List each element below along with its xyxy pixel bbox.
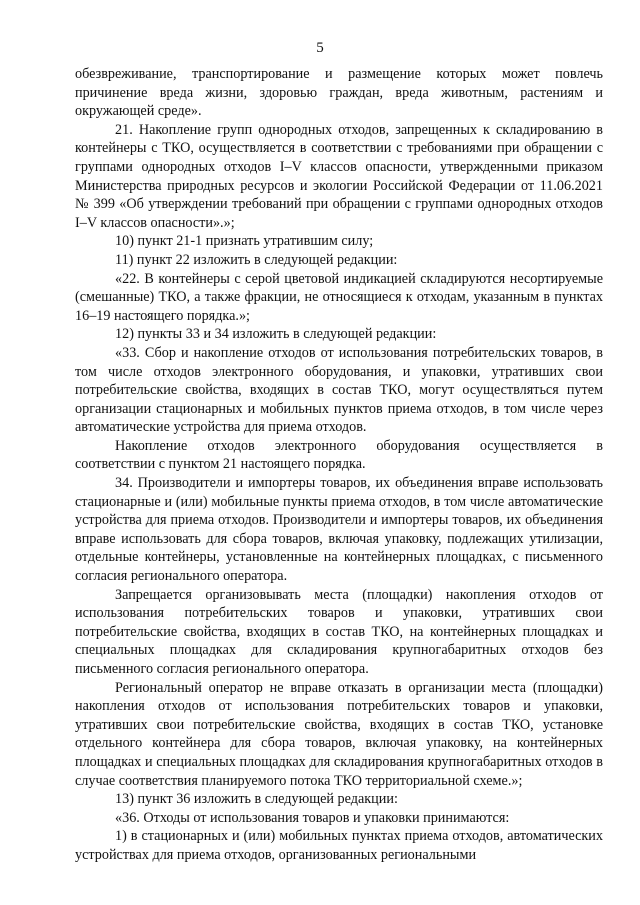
- paragraph: 12) пункты 33 и 34 изложить в следующей редакции:: [115, 326, 437, 343]
- paragraph: 34. Производители и импортеры товаров, их объединения вправе использовать стационарные и (или) мобильные пункты приема отходов, в том числе автоматические устройства для приема отходов. Производители и импортеры товаров, их объединения вправе использовать для сбора товаров, включая упаковку, подлежащих утилизации, отдельные контейнеры, установленные на контейнерных площадках, с письменного согласия регионального оператора.: [75, 475, 603, 585]
- paragraph: 13) пункт 36 изложить в следующей редакции:: [115, 791, 398, 808]
- paragraph: Региональный оператор не вправе отказать в организации места (площадки) накопления отходов от использования потребительских товаров и упаковки, утративших свои потребительские свойства, входящих в состав ТКО, установке отдельного контейнера для сбора товаров, включая упаковку, на контейнерных площадках и специальных площадках для складирования крупногабаритных отходов в случае соответствия планируемого потока ТКО территориальной схеме.»;: [75, 679, 603, 789]
- paragraph: обезвреживание, транспортирование и размещение которых может повлечь причинение вреда жизни, здоровью граждан, вреда животным, растениям и окружающей среде».: [75, 66, 603, 120]
- paragraph: 11) пункт 22 изложить в следующей редакции:: [115, 251, 398, 268]
- paragraph: 10) пункт 21-1 признать утратившим силу;: [115, 233, 374, 250]
- paragraph: «22. В контейнеры с серой цветовой индикацией складируются несортируемые (смешанные) ТКО, а также фракции, не относящиеся к отходам, указанным в пунктах 16–19 настоящего порядка.»;: [75, 270, 603, 324]
- paragraph: Запрещается организовывать места (площадки) накопления отходов от использования потребительских товаров и упаковки, утративших свои потребительские свойства, входящих в состав ТКО, на контейнерных площадках и специальных площадках для складирования крупногабаритных отходов без письменного согласия регионального оператора.: [75, 586, 603, 677]
- page-number: 5: [316, 40, 324, 56]
- paragraph: 21. Накопление групп однородных отходов, запрещенных к складированию в контейнеры с ТКО, осуществляется в соответствии с требованиями при обращении с группами однородных отходов I–V классов опасности, утвержденными приказом Министерства природных ресурсов и экологии Российской Федерации от 11.06.2021 № 399 «Об утверждении требований при обращении с группами однородных отходов I–V классов опасности».»;: [75, 121, 603, 231]
- paragraph: «33. Сбор и накопление отходов от использования потребительских товаров, в том числе отходов электронного оборудования, и упаковки, утративших свои потребительские свойства, входящих в состав ТКО, могут осуществляться путем организации стационарных и мобильных пунктов приема отходов, в том числе через автоматические устройства для приема отходов.: [75, 344, 603, 436]
- paragraph: «36. Отходы от использования товаров и упаковки принимаются:: [115, 809, 510, 826]
- paragraph: Накопление отходов электронного оборудования осуществляется в соответствии с пунктом 21 настоящего порядка.: [75, 437, 603, 473]
- document-body: [75, 65, 603, 865]
- paragraph: 1) в стационарных и (или) мобильных пунктах приема отходов, автоматических устройствах для приема отходов, организованных региональными: [75, 828, 603, 863]
